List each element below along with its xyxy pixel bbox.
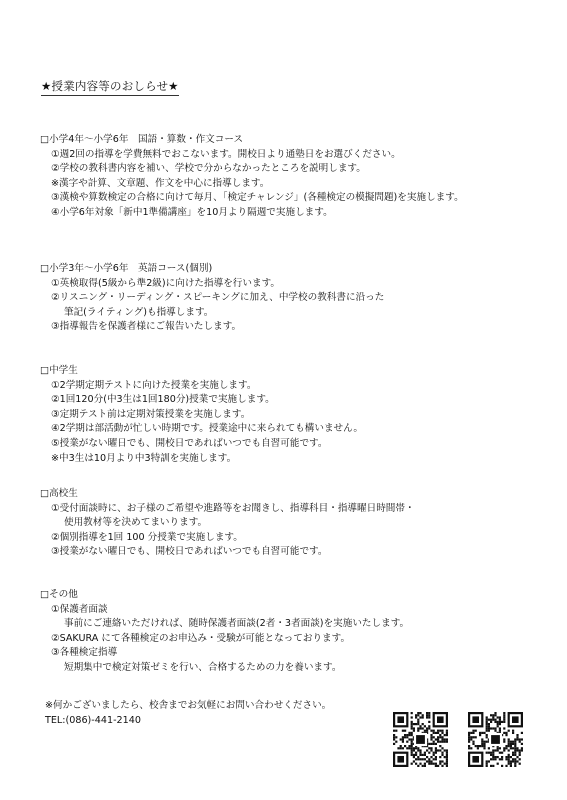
- list-item-continuation: 使用教材等を決めてまいります。: [64, 517, 208, 529]
- list-item: ③漢検や算数検定の合格に向けて毎月、「検定チャレンジ」(各種検定の模擬問題)を実施します。: [51, 192, 464, 204]
- section-elementary-english: [40, 262, 384, 335]
- list-item: ③定期テスト前は定期対策授業を実施します。: [51, 408, 251, 420]
- list-item: ②リスニング・リーディング・スピーキングに加え、中学校の教科書に沿った: [51, 292, 385, 304]
- list-item: ②1回120分(中3生は1回180分)授業で実施します。: [51, 394, 275, 406]
- qr-code-icon: [393, 712, 448, 767]
- section-junior-high: [40, 364, 363, 466]
- list-item-continuation: 短期集中で検定対策ゼミを行い、合格するための力を養います。: [64, 661, 342, 673]
- list-item-continuation: 事前にご連絡いただければ、随時保護者面談(2者・3者面談)を実施いたします。: [64, 618, 410, 630]
- section-heading: □小学4年～小学6年 国語・算数・作文コース: [40, 134, 244, 145]
- section-heading: □その他: [40, 589, 78, 600]
- list-item: ①保護者面談: [51, 603, 108, 615]
- phone-number: TEL:(086)-441-2140: [45, 715, 141, 726]
- section-heading: □小学3年～小学6年 英語コース(個別): [40, 263, 213, 274]
- list-item: ②個別指導を1回 100 分授業で実施します。: [51, 531, 243, 543]
- contact-footer: [45, 698, 331, 728]
- section-heading: □高校生: [40, 488, 78, 499]
- list-item: ②SAKURA にて各種検定のお申込み・受験が可能となっております。: [51, 632, 351, 644]
- page-title: ★授業内容等のおしらせ★: [41, 78, 179, 96]
- section-other: [40, 588, 409, 676]
- list-item: ①受付面談時に、お子様のご希望や進路等をお聞きし、指導科目・指導曜日時間帯・: [51, 502, 415, 514]
- section-heading: □中学生: [40, 365, 78, 376]
- section-high-school: [40, 487, 415, 560]
- list-item: ③指導報告を保護者様にご報告いたします。: [51, 321, 242, 333]
- list-item: ④小学6年対象「新中1準備講座」を10月より隔週で実施します。: [51, 206, 333, 218]
- list-item: ③各種検定指導: [51, 647, 118, 659]
- list-item: ⑤授業がない曜日でも、開校日であればいつでも自習可能です。: [51, 437, 328, 449]
- list-item: ②学校の教科書内容を補い、学校で分からなかったところを説明します。: [51, 163, 366, 175]
- list-item: ※中3生は10月より中3特訓を実施します。: [51, 452, 237, 464]
- list-item: ※漢字や計算、文章題、作文を中心に指導します。: [51, 177, 270, 189]
- contact-note: ※何かございましたら、校舎までお気軽にお問い合わせください。: [45, 700, 332, 711]
- list-item: ①英検取得(5級から準2級)に向けた指導を行います。: [51, 277, 280, 289]
- list-item: ①2学期定期テストに向けた授業を実施します。: [51, 379, 257, 391]
- list-item: ④2学期は部活動が忙しい時期です。授業途中に来られても構いません。: [51, 423, 363, 435]
- list-item: ③授業がない曜日でも、開校日であればいつでも自習可能です。: [51, 546, 328, 558]
- list-item: ①週2回の指導を学費無料でおこないます。開校日より通塾日をお選びください。: [51, 148, 401, 160]
- qr-code-icon: [468, 712, 523, 767]
- section-elementary-core: [40, 133, 464, 221]
- list-item-continuation: 筆記(ライティング)も指導します。: [64, 306, 214, 318]
